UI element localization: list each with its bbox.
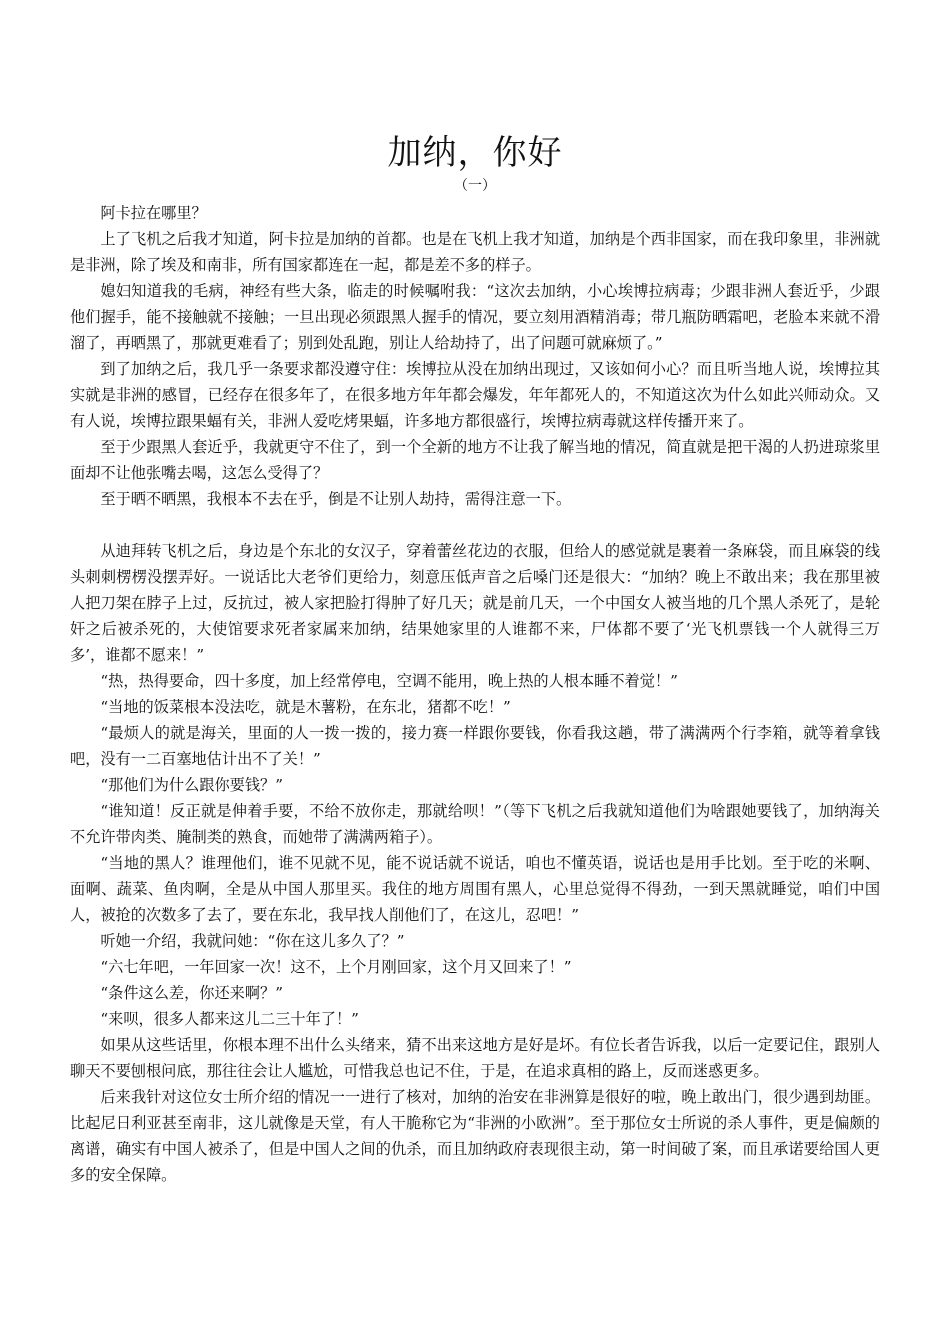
paragraph: 后来我针对这位女士所介绍的情况一一进行了核对，加纳的治安在非洲算是很好的啦，晚上敢出门，很少遇到劫匪。比起尼日利亚甚至南非，这儿就像是天堂，有人干脆称它为“非洲的小欧洲”。至于那位女士所说的杀人事件，更是偏颇的离谱，确实有中国人被杀了，但是中国人之间的仇杀，而且加纳政府表现很主动，第一时间破了案，而且承诺要给国人更多的安全保障。 (70, 1088, 880, 1184)
article-body (70, 200, 880, 1188)
section-number: （一） (454, 178, 496, 194)
paragraph: “热，热得要命，四十多度，加上经常停电，空调不能用，晚上热的人根本睡不着觉！” (100, 672, 678, 690)
paragraph: 如果从这些话里，你根本理不出什么头绪来，猜不出来这地方是好是坏。有位长者告诉我，以后一定要记住，跟别人聊天不要刨根问底，那往往会让人尴尬，可惜我总也记不住，于是，在追求真相的路上，反而迷惑更多。 (70, 1036, 880, 1080)
paragraph: 阿卡拉在哪里？ (100, 204, 207, 222)
paragraph: 从迪拜转飞机之后，身边是个东北的女汉子，穿着蕾丝花边的衣服，但给人的感觉就是裹着一条麻袋，而且麻袋的线头刺刺楞楞没摆弄好。一说话比大老爷们更给力，刻意压低声音之后嗓门还是很大：“加纳？晚上不敢出来；我在那里被人把刀架在脖子上过，反抗过，被人家把脸打得肿了好几天；就是前几天，一个中国女人被当地的几个黑人杀死了，是轮奸之后被杀死的，大使馆要求死者家属来加纳，结果她家里的人谁都不来，尸体都不要了‘光飞机票钱一个人就得三万多’，谁都不愿来！” (70, 542, 880, 664)
paragraph: “条件这么差，你还来啊？” (100, 984, 283, 1002)
paragraph: “那他们为什么跟你要钱？” (100, 776, 283, 794)
paragraph: “当地的饭菜根本没法吃，就是木薯粉，在东北，猪都不吃！” (100, 698, 511, 716)
paragraph: “最烦人的就是海关，里面的人一拨一拨的，接力赛一样跟你要钱，你看我这趟，带了满满两个行李箱，就等着拿钱吧，没有一二百塞地估计出不了关！” (70, 724, 880, 768)
paragraph: “当地的黑人？谁理他们，谁不见就不见，能不说话就不说话，咱也不懂英语，说话也是用手比划。至于吃的米啊、面啊、蔬菜、鱼肉啊，全是从中国人那里买。我住的地方周围有黑人，心里总觉得不得劲，一到天黑就睡觉，咱们中国人，被抢的次数多了去了，要在东北，我早找人削他们了，在这儿，忍吧！” (70, 854, 880, 924)
paragraph: 媳妇知道我的毛病，神经有些大条，临走的时候嘱咐我：“这次去加纳，小心埃博拉病毒；少跟非洲人套近乎，少跟他们握手，能不接触就不接触；一旦出现必须跟黑人握手的情况，要立刻用酒精消毒；带几瓶防晒霜吧，老脸本来就不滑溜了，再晒黑了，那就更难看了；别到处乱跑，别让人给劫持了，出了问题可就麻烦了。” (70, 282, 880, 352)
paragraph: 上了飞机之后我才知道，阿卡拉是加纳的首都。也是在飞机上我才知道，加纳是个西非国家，而在我印象里，非洲就是非洲，除了埃及和南非，所有国家都连在一起，都是差不多的样子。 (70, 230, 880, 274)
paragraph: “谁知道！反正就是伸着手要，不给不放你走，那就给呗！”（等下飞机之后我就知道他们为啥跟她要钱了，加纳海关不允许带肉类、腌制类的熟食，而她带了满满两箱子）。 (70, 802, 880, 846)
paragraph: 至于少跟黑人套近乎，我就更守不住了，到一个全新的地方不让我了解当地的情况，简直就是把干渴的人扔进琼浆里面却不让他张嘴去喝，这怎么受得了？ (70, 438, 880, 482)
section-break (70, 512, 880, 538)
paragraph: 到了加纳之后，我几乎一条要求都没遵守住：埃博拉从没在加纳出现过，又该如何小心？而且听当地人说，埃博拉其实就是非洲的感冒，已经存在很多年了，在很多地方年年都会爆发，年年都死人的，不知道这次为什么如此兴师动众。又有人说，埃博拉跟果蝠有关，非洲人爱吃烤果蝠，许多地方都很盛行，埃博拉病毒就这样传播开来了。 (70, 360, 880, 430)
paragraph: “来呗，很多人都来这儿二三十年了！” (100, 1010, 359, 1028)
paragraph: 至于晒不晒黑，我根本不去在乎，倒是不让别人劫持，需得注意一下。 (100, 490, 572, 508)
document-title: 加纳，你好 (387, 133, 563, 173)
paragraph: 听她一介绍，我就问她：“你在这儿多久了？” (100, 932, 405, 950)
paragraph: “六七年吧，一年回家一次！这不，上个月刚回家，这个月又回来了！” (100, 958, 572, 976)
